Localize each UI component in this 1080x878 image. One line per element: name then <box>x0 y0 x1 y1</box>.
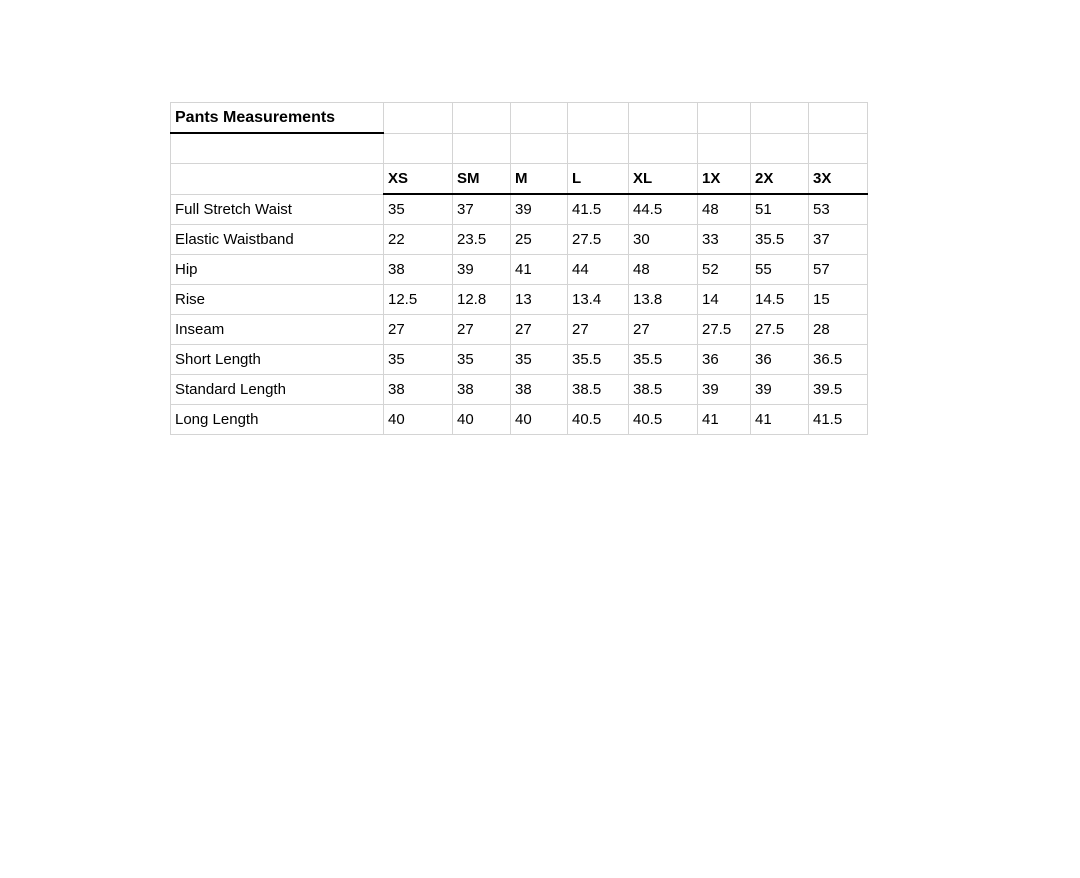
empty-cell[interactable] <box>511 133 568 164</box>
value-cell[interactable]: 33 <box>698 225 751 255</box>
table-row <box>171 375 868 405</box>
size-header-cell-1x[interactable]: 1X <box>698 164 751 195</box>
value-cell[interactable]: 35 <box>511 345 568 375</box>
value-cell[interactable]: 35 <box>384 345 453 375</box>
empty-cell[interactable] <box>453 103 511 134</box>
empty-cell[interactable] <box>809 133 868 164</box>
empty-cell[interactable] <box>384 103 453 134</box>
empty-cell[interactable] <box>171 133 384 164</box>
value-cell[interactable]: 27 <box>568 315 629 345</box>
value-cell[interactable]: 38.5 <box>568 375 629 405</box>
value-cell[interactable]: 39 <box>511 194 568 225</box>
value-cell[interactable]: 15 <box>809 285 868 315</box>
row-label-cell[interactable]: Full Stretch Waist <box>171 194 384 225</box>
value-cell[interactable]: 37 <box>453 194 511 225</box>
empty-cell[interactable] <box>809 103 868 134</box>
value-cell[interactable]: 38 <box>384 255 453 285</box>
title-row <box>171 103 868 134</box>
empty-cell[interactable] <box>698 133 751 164</box>
value-cell[interactable]: 41.5 <box>809 405 868 435</box>
empty-cell[interactable] <box>698 103 751 134</box>
value-cell[interactable]: 39 <box>751 375 809 405</box>
value-cell[interactable]: 57 <box>809 255 868 285</box>
row-label-cell[interactable]: Elastic Waistband <box>171 225 384 255</box>
value-cell[interactable]: 27.5 <box>698 315 751 345</box>
value-cell[interactable]: 41 <box>698 405 751 435</box>
value-cell[interactable]: 27.5 <box>751 315 809 345</box>
value-cell[interactable]: 48 <box>698 194 751 225</box>
size-header-cell-xs[interactable]: XS <box>384 164 453 195</box>
value-cell[interactable]: 36 <box>698 345 751 375</box>
size-header-row <box>171 164 868 195</box>
value-cell[interactable]: 13.4 <box>568 285 629 315</box>
value-cell[interactable]: 22 <box>384 225 453 255</box>
value-cell[interactable]: 41 <box>751 405 809 435</box>
value-cell[interactable]: 30 <box>629 225 698 255</box>
size-header-cell-3x[interactable]: 3X <box>809 164 868 195</box>
value-cell[interactable]: 28 <box>809 315 868 345</box>
empty-cell[interactable] <box>629 103 698 134</box>
value-cell[interactable]: 14.5 <box>751 285 809 315</box>
value-cell[interactable]: 37 <box>809 225 868 255</box>
value-cell[interactable]: 23.5 <box>453 225 511 255</box>
value-cell[interactable]: 12.8 <box>453 285 511 315</box>
value-cell[interactable]: 27 <box>453 315 511 345</box>
table-row <box>171 194 868 225</box>
value-cell[interactable]: 27 <box>629 315 698 345</box>
empty-cell[interactable] <box>384 133 453 164</box>
empty-cell[interactable] <box>751 103 809 134</box>
row-label-cell[interactable]: Short Length <box>171 345 384 375</box>
size-header-cell-m[interactable]: M <box>511 164 568 195</box>
value-cell[interactable]: 44 <box>568 255 629 285</box>
value-cell[interactable]: 12.5 <box>384 285 453 315</box>
table-row <box>171 225 868 255</box>
value-cell[interactable]: 51 <box>751 194 809 225</box>
value-cell[interactable]: 53 <box>809 194 868 225</box>
pants-measurements-table <box>170 102 868 435</box>
size-header-cell-sm[interactable]: SM <box>453 164 511 195</box>
value-cell[interactable]: 40.5 <box>568 405 629 435</box>
size-header-cell-xl[interactable]: XL <box>629 164 698 195</box>
table-row <box>171 405 868 435</box>
value-cell[interactable]: 39 <box>453 255 511 285</box>
row-label-cell[interactable]: Rise <box>171 285 384 315</box>
value-cell[interactable]: 38.5 <box>629 375 698 405</box>
value-cell[interactable]: 35 <box>453 345 511 375</box>
value-cell[interactable]: 39.5 <box>809 375 868 405</box>
table-row <box>171 345 868 375</box>
value-cell[interactable]: 38 <box>384 375 453 405</box>
value-cell[interactable]: 25 <box>511 225 568 255</box>
value-cell[interactable]: 41 <box>511 255 568 285</box>
value-cell[interactable]: 39 <box>698 375 751 405</box>
empty-cell[interactable] <box>568 133 629 164</box>
value-cell[interactable]: 13 <box>511 285 568 315</box>
row-label-cell[interactable]: Long Length <box>171 405 384 435</box>
value-cell[interactable]: 40 <box>384 405 453 435</box>
row-label-cell[interactable]: Standard Length <box>171 375 384 405</box>
value-cell[interactable]: 48 <box>629 255 698 285</box>
value-cell[interactable]: 38 <box>453 375 511 405</box>
value-cell[interactable]: 35.5 <box>751 225 809 255</box>
table-title-cell[interactable]: Pants Measurements <box>171 103 384 134</box>
value-cell[interactable]: 13.8 <box>629 285 698 315</box>
value-cell[interactable]: 35.5 <box>568 345 629 375</box>
value-cell[interactable]: 27.5 <box>568 225 629 255</box>
value-cell[interactable]: 27 <box>511 315 568 345</box>
value-cell[interactable]: 40 <box>453 405 511 435</box>
table-row <box>171 255 868 285</box>
value-cell[interactable]: 35 <box>384 194 453 225</box>
value-cell[interactable]: 44.5 <box>629 194 698 225</box>
empty-cell[interactable] <box>629 133 698 164</box>
corner-cell[interactable] <box>171 164 384 195</box>
empty-cell[interactable] <box>453 133 511 164</box>
empty-cell[interactable] <box>511 103 568 134</box>
value-cell[interactable]: 27 <box>384 315 453 345</box>
spacer-row <box>171 133 868 164</box>
value-cell[interactable]: 38 <box>511 375 568 405</box>
value-cell[interactable]: 40 <box>511 405 568 435</box>
row-label-cell[interactable]: Inseam <box>171 315 384 345</box>
value-cell[interactable]: 41.5 <box>568 194 629 225</box>
row-label-cell[interactable]: Hip <box>171 255 384 285</box>
size-header-cell-l[interactable]: L <box>568 164 629 195</box>
table-row <box>171 315 868 345</box>
value-cell[interactable]: 55 <box>751 255 809 285</box>
size-header-cell-2x[interactable]: 2X <box>751 164 809 195</box>
value-cell[interactable]: 36 <box>751 345 809 375</box>
empty-cell[interactable] <box>751 133 809 164</box>
value-cell[interactable]: 52 <box>698 255 751 285</box>
value-cell[interactable]: 36.5 <box>809 345 868 375</box>
value-cell[interactable]: 35.5 <box>629 345 698 375</box>
value-cell[interactable]: 14 <box>698 285 751 315</box>
value-cell[interactable]: 40.5 <box>629 405 698 435</box>
empty-cell[interactable] <box>568 103 629 134</box>
table-row <box>171 285 868 315</box>
